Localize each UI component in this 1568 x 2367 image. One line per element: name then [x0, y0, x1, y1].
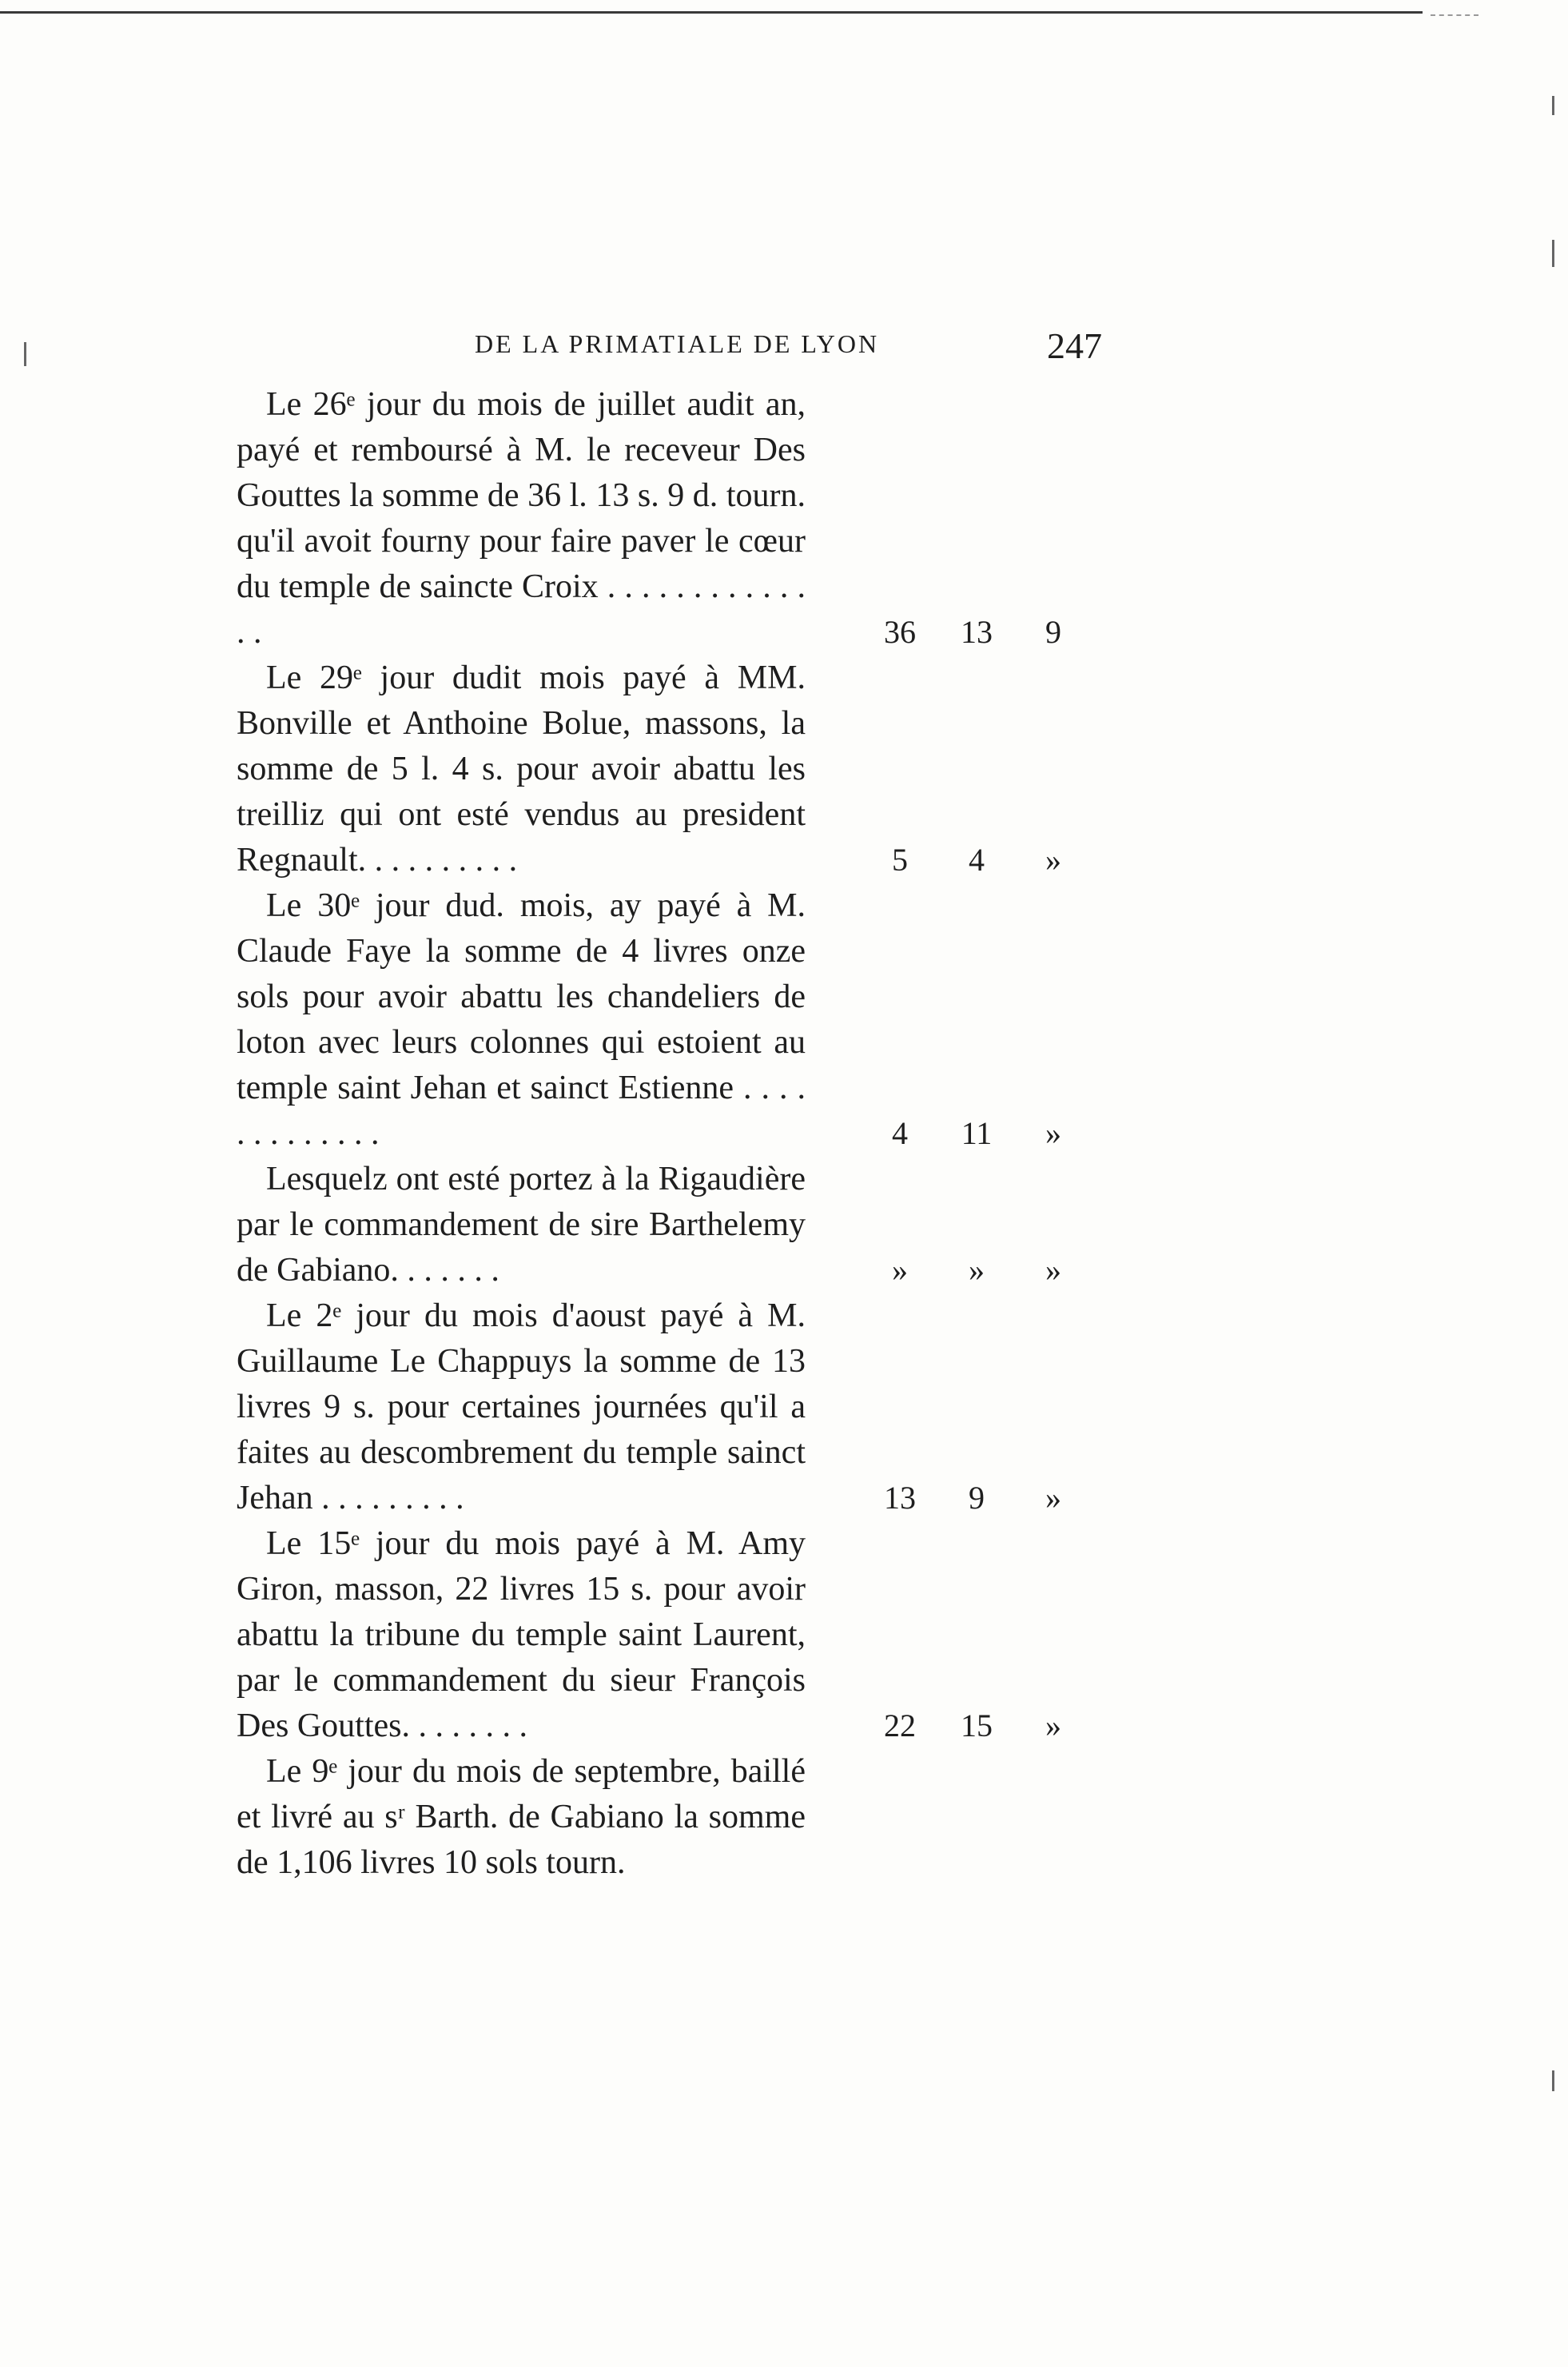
- amount-livres: 4: [892, 1115, 908, 1151]
- entry-text: Le 30ᵉ jour dud. mois, ay payé à M. Claude Faye la somme de 4 livres onze sols pour avoir abattu les chandeliers de loton avec leurs colonnes qui estoient au temple saint Jehan et sainct Estienne . . . . . . . . . . . . .: [237, 887, 806, 1152]
- entry-amounts: [862, 1479, 1092, 1516]
- amount-sols: 4: [969, 842, 985, 878]
- top-edge-rule-tail: [1431, 14, 1478, 16]
- amount-deniers: »: [1045, 1252, 1061, 1288]
- account-entries: [237, 382, 1092, 1886]
- entry-text: Le 2ᵉ jour du mois d'aoust payé à M. Guillaume Le Chappuys la somme de 13 livres 9 s. pour certaines journées qu'il a faites au descombrement du temple sainct Jehan . . . . . . . . .: [237, 1297, 806, 1516]
- entry-amounts: [862, 613, 1092, 651]
- entry-amounts: [862, 841, 1092, 879]
- account-entry: [237, 1749, 1092, 1886]
- amount-deniers: »: [1045, 1480, 1061, 1516]
- amount-livres: »: [892, 1252, 908, 1288]
- account-entry: [237, 1521, 1092, 1749]
- running-head: DE LA PRIMATIALE DE LYON: [475, 329, 880, 358]
- page-number: 247: [1047, 325, 1102, 366]
- entry-text: Le 9ᵉ jour du mois de septembre, baillé et livré au sʳ Barth. de Gabiano la somme de 1,106 livres 10 sols tourn.: [237, 1753, 806, 1881]
- top-edge-rule: [0, 11, 1423, 14]
- left-margin-mark: [24, 342, 26, 366]
- entry-text: Lesquelz ont esté portez à la Rigaudière par le commandement de sire Barthelemy de Gabiano. . . . . . .: [237, 1161, 806, 1289]
- entry-text: Le 26ᵉ jour du mois de juillet audit an, payé et remboursé à M. le receveur Des Gouttes la somme de 36 l. 13 s. 9 d. tourn. qu'il avoit fourny pour faire paver le cœur du temple de saincte Croix . . . . . . . . . . . . . .: [237, 386, 806, 651]
- amount-livres: 36: [884, 614, 916, 650]
- amount-sols: 15: [961, 1708, 993, 1743]
- amount-livres: 5: [892, 842, 908, 878]
- entry-amounts: [862, 1707, 1092, 1744]
- account-entry: [237, 1157, 1092, 1293]
- amount-livres: 13: [884, 1480, 916, 1516]
- amount-deniers: »: [1045, 842, 1061, 878]
- amount-sols: 11: [961, 1115, 993, 1151]
- amount-livres: 22: [884, 1708, 916, 1743]
- right-margin-mark: [1552, 96, 1554, 115]
- right-margin-mark: [1552, 2070, 1554, 2091]
- account-entry: [237, 1293, 1092, 1521]
- entry-text: Le 15ᵉ jour du mois payé à M. Amy Giron, masson, 22 livres 15 s. pour avoir abattu la tribune du temple saint Laurent, par le commandement du sieur François Des Gouttes. . . . . . . .: [237, 1525, 806, 1744]
- amount-deniers: »: [1045, 1708, 1061, 1743]
- entry-text: Le 29ᵉ jour dudit mois payé à MM. Bonville et Anthoine Bolue, massons, la somme de 5 l. 4 s. pour avoir abattu les treilliz qui ont esté vendus au president Regnault. . . . . . . . . .: [237, 659, 806, 879]
- amount-sols: »: [969, 1252, 985, 1288]
- account-entry: [237, 656, 1092, 883]
- right-margin-mark: [1552, 240, 1554, 267]
- amount-deniers: 9: [1045, 614, 1061, 650]
- account-entry: [237, 382, 1092, 656]
- account-entry: [237, 883, 1092, 1157]
- entry-amounts: [862, 1114, 1092, 1152]
- amount-sols: 13: [961, 614, 993, 650]
- amount-sols: 9: [969, 1480, 985, 1516]
- amount-deniers: »: [1045, 1115, 1061, 1151]
- entry-amounts: [862, 1251, 1092, 1289]
